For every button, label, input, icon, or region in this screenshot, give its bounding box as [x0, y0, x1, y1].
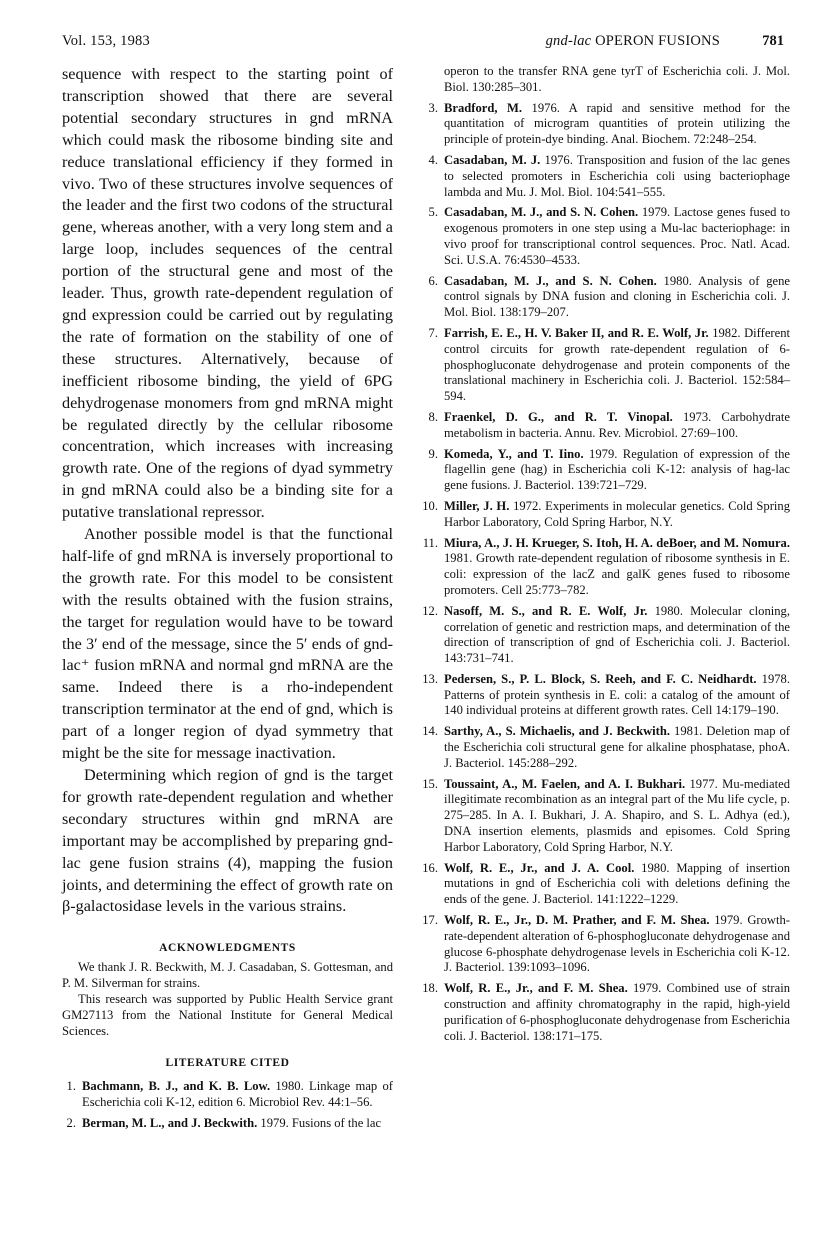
reference-number: 17.: [422, 913, 438, 928]
reference-text: 1972. Experiments in molecular genetics. Cold Spring Harbor Laboratory, Cold Spring Harbor, N.Y.: [444, 498, 790, 529]
left-column: [62, 64, 393, 1137]
reference-text: 1977. Mu-mediated illegitimate recombination as an integral part of the Mu life cycle, p. 275–285. In A. I. Bukhari, J. A. Shapiro, and S. L. Adhya (ed.), DNA insertion elements, plasmids and episomes. Cold Spring Harbor Laboratory, Cold Spring Harbor, N.Y.: [444, 776, 790, 854]
reference-text: 1979. Fusions of the lac: [257, 1115, 382, 1130]
literature-cited-heading: LITERATURE CITED: [165, 1057, 290, 1070]
reference-authors: Wolf, R. E., Jr., and F. M. Shea.: [444, 981, 628, 996]
reference-text: 1980. Mapping of insertion mutations in gnd of Escherichia coli with deletions defining the ends of the gene. J. Bacteriol. 141:1222–1229.: [444, 860, 790, 907]
reference-continuation: [424, 64, 790, 96]
page-header: [62, 33, 784, 57]
reference-number: 14.: [422, 724, 438, 739]
reference-item: [424, 777, 790, 856]
reference-authors: Sarthy, A., S. Michaelis, and J. Beckwith.: [444, 724, 671, 739]
reference-authors: Wolf, R. E., Jr., and J. A. Cool.: [444, 860, 635, 875]
reference-text: 1979. Growth-rate-dependent alteration of 6-phosphogluconate dehydrogenase and glucose 6-phosphate dehydrogenase levels in Escherichia coli K-12. J. Bacteriol. 139:1093–1096.: [444, 913, 790, 975]
reference-item: [424, 326, 790, 405]
reference-number: 10.: [422, 498, 438, 513]
reference-authors: Fraenkel, D. G., and R. T. Vinopal.: [444, 409, 673, 424]
reference-number: 7.: [428, 325, 438, 340]
body-paragraph-1: sequence with respect to the starting point of transcription showed that there are several potential secondary structures in gnd mRNA which could mask the ribosome binding site and reduce translational efficiency if they formed in vivo. Two of these structures involve sequences of the leader and the first two codons of the structural gene, whereas another, with a very long stem and a large loop, includes sequences of the central portion of the structural gene and most of the leader. Thus, growth rate-dependent regulation of gnd expression could be carried out by regulating the rate of formation on the stability of one of these structures. Alternatively, because of inefficient ribosome binding, the yield of 6PG dehydrogenase monomers from gnd mRNA might be regulated directly by the cellular ribosome concentration, which increases with increasing growth rate. One of the regions of dyad symmetry in gnd mRNA could also be a binding site for a putative translational repressor.: [62, 65, 393, 522]
reference-authors: Casadaban, M. J., and S. N. Cohen.: [444, 273, 657, 288]
reference-number: 1.: [66, 1079, 76, 1094]
reference-authors: Nasoff, M. S., and R. E. Wolf, Jr.: [444, 603, 648, 618]
reference-item: [424, 410, 790, 442]
reference-list-left: [62, 1079, 393, 1131]
reference-authors: Komeda, Y., and T. Iino.: [444, 446, 584, 461]
reference-authors: Wolf, R. E., Jr., D. M. Prather, and F. M. Shea.: [444, 913, 710, 928]
reference-item: [424, 536, 790, 599]
reference-authors: Farrish, E. E., H. V. Baker II, and R. E. Wolf, Jr.: [444, 325, 709, 340]
body-paragraph-3: Determining which region of gnd is the target for growth rate-dependent regulation and whether secondary structures within gnd mRNA are important may be accomplished by preparing gnd-lac gene fusion strains (4), mapping the fusion joints, and determining the effect of growth rate on β-galactosidase levels in the various strains.: [62, 766, 393, 916]
reference-text: 1978. Patterns of protein synthesis in E. coli: a catalog of the amount of 140 individual proteins at different growth rates. Cell 14:179–190.: [444, 671, 790, 718]
body-paragraph-2: Another possible model is that the functional half-life of gnd mRNA is inversely proportional to the growth rate. For this model to be consistent with the results obtained with the fusion strains, the target for regulation would have to be toward the 3′ end of the message, since the 5′ ends of gnd-lac⁺ fusion mRNA and normal gnd mRNA are the same. Indeed there is a rho-independent transcription terminator at the end of gnd, which is part of a longer region of dyad symmetry that might be the site for message inactivation.: [62, 525, 393, 763]
reference-text: operon to the transfer RNA gene tyrT of Escherichia coli. J. Mol. Biol. 130:285–301.: [444, 64, 790, 94]
reference-item: [424, 447, 790, 494]
reference-number: 13.: [422, 671, 438, 686]
reference-number: 11.: [422, 535, 438, 550]
reference-authors: Bachmann, B. J., and K. B. Low.: [82, 1079, 271, 1094]
reference-item: [424, 153, 790, 200]
acknowledgments-heading: ACKNOWLEDGMENTS: [159, 942, 296, 955]
reference-number: 3.: [428, 100, 438, 115]
reference-authors: Casadaban, M. J.: [444, 152, 541, 167]
reference-text: 1979. Lactose genes fused to exogenous promoters in one step using a Mu-lac bacteriophage: in vivo proof for transcriptional control sequences. Proc. Natl. Acad. Sci. U.S.A. 76:4530–4533.: [444, 205, 790, 267]
reference-number: 6.: [428, 273, 438, 288]
reference-authors: Miura, A., J. H. Krueger, S. Itoh, H. A. deBoer, and M. Nomura.: [444, 535, 790, 550]
reference-text: 1976. A rapid and sensitive method for the quantitation of microgram quantities of protein utilizing the principle of protein-dye binding. Anal. Biochem. 72:248–254.: [444, 100, 790, 147]
reference-list-right: [424, 64, 790, 1044]
reference-text: 1979. Combined use of strain construction and affinity chromatography in the rapid, high-yield purification of 6-phosphogluconate dehydrogenase from Escherichia coli. J. Bacteriol. 138:171–175.: [444, 981, 790, 1043]
reference-number: 18.: [422, 981, 438, 996]
reference-item: [424, 672, 790, 719]
reference-text: 1976. Transposition and fusion of the lac genes to selected promoters in Escherichia coli using bacteriophage lambda and Mu. J. Mol. Biol. 104:541–555.: [444, 152, 790, 199]
reference-item: [424, 861, 790, 908]
reference-authors: Berman, M. L., and J. Beckwith.: [82, 1115, 258, 1130]
reference-authors: Casadaban, M. J., and S. N. Cohen.: [444, 205, 639, 220]
reference-item: [62, 1116, 393, 1132]
reference-authors: Toussaint, A., M. Faelen, and A. I. Bukhari.: [444, 776, 686, 791]
page-number: 781: [762, 33, 784, 49]
reference-text: 1981. Deletion map of the Escherichia coli structural gene for alkaline phosphatase, phoA. J. Bacteriol. 145:288–292.: [444, 724, 791, 770]
reference-number: 2.: [66, 1115, 76, 1130]
reference-number: 16.: [422, 860, 438, 875]
reference-number: 9.: [428, 446, 438, 461]
reference-item: [424, 913, 790, 976]
reference-authors: Bradford, M.: [444, 100, 523, 115]
reference-number: 15.: [422, 776, 438, 791]
reference-item: [424, 724, 790, 771]
acknowledgment-2: This research was supported by Public Health Service grant GM27113 from the National Institute for General Medical Sciences.: [62, 991, 393, 1038]
reference-number: 8.: [428, 409, 438, 424]
reference-text: 1973. Carbohydrate metabolism in bacteria. Annu. Rev. Microbiol. 27:69–100.: [444, 409, 790, 440]
running-title-italic: gnd-lac: [545, 33, 592, 49]
reference-number: 12.: [422, 603, 438, 618]
reference-item: [62, 1079, 393, 1111]
reference-text: 1980. Molecular cloning, correlation of genetic and restriction maps, and determination of the direction of transcription of gnd of Escherichia coli. J. Bacteriol. 143:731–741.: [444, 603, 790, 666]
running-title: [546, 33, 720, 50]
reference-item: [424, 981, 790, 1044]
reference-authors: Pedersen, S., P. L. Block, S. Reeh, and F. C. Neidhardt.: [444, 671, 757, 686]
reference-item: [424, 101, 790, 148]
right-column: [424, 64, 790, 1049]
reference-text: 1980. Linkage map of Escherichia coli K-12, edition 6. Microbiol Rev. 44:1–56.: [82, 1079, 393, 1110]
reference-item: [424, 604, 790, 667]
reference-authors: Miller, J. H.: [444, 498, 510, 513]
reference-number: 4.: [428, 152, 438, 167]
volume-label: Vol. 153, 1983: [62, 33, 150, 49]
reference-text: 1980. Analysis of gene control signals by DNA fusion and cloning in Escherichia coli. J. Mol. Biol. 138:179–207.: [444, 273, 790, 320]
reference-item: [424, 274, 790, 321]
running-title-rest: OPERON FUSIONS: [591, 33, 720, 49]
reference-item: [424, 205, 790, 268]
reference-number: 5.: [428, 205, 438, 220]
reference-item: [424, 499, 790, 531]
acknowledgment-1: We thank J. R. Beckwith, M. J. Casadaban, S. Gottesman, and P. M. Silverman for strains.: [62, 960, 393, 991]
reference-text: 1979. Regulation of expression of the flagellin gene (hag) in Escherichia coli K-12: analysis of hag-lac gene fusions. J. Bacteriol. 139:721–729.: [444, 446, 790, 493]
reference-text: 1982. Different control circuits for growth rate-dependent regulation of 6-phosphogluconate dehydrogenase and protein components of the translational machinery in Escherichia coli. J. Bacteriol. 152:584–594.: [444, 325, 790, 404]
reference-text: 1981. Growth rate-dependent regulation of ribosome synthesis in E. coli: expression of the lacZ and galK genes fused to ribosome promoters. Cell 25:773–782.: [444, 551, 790, 597]
